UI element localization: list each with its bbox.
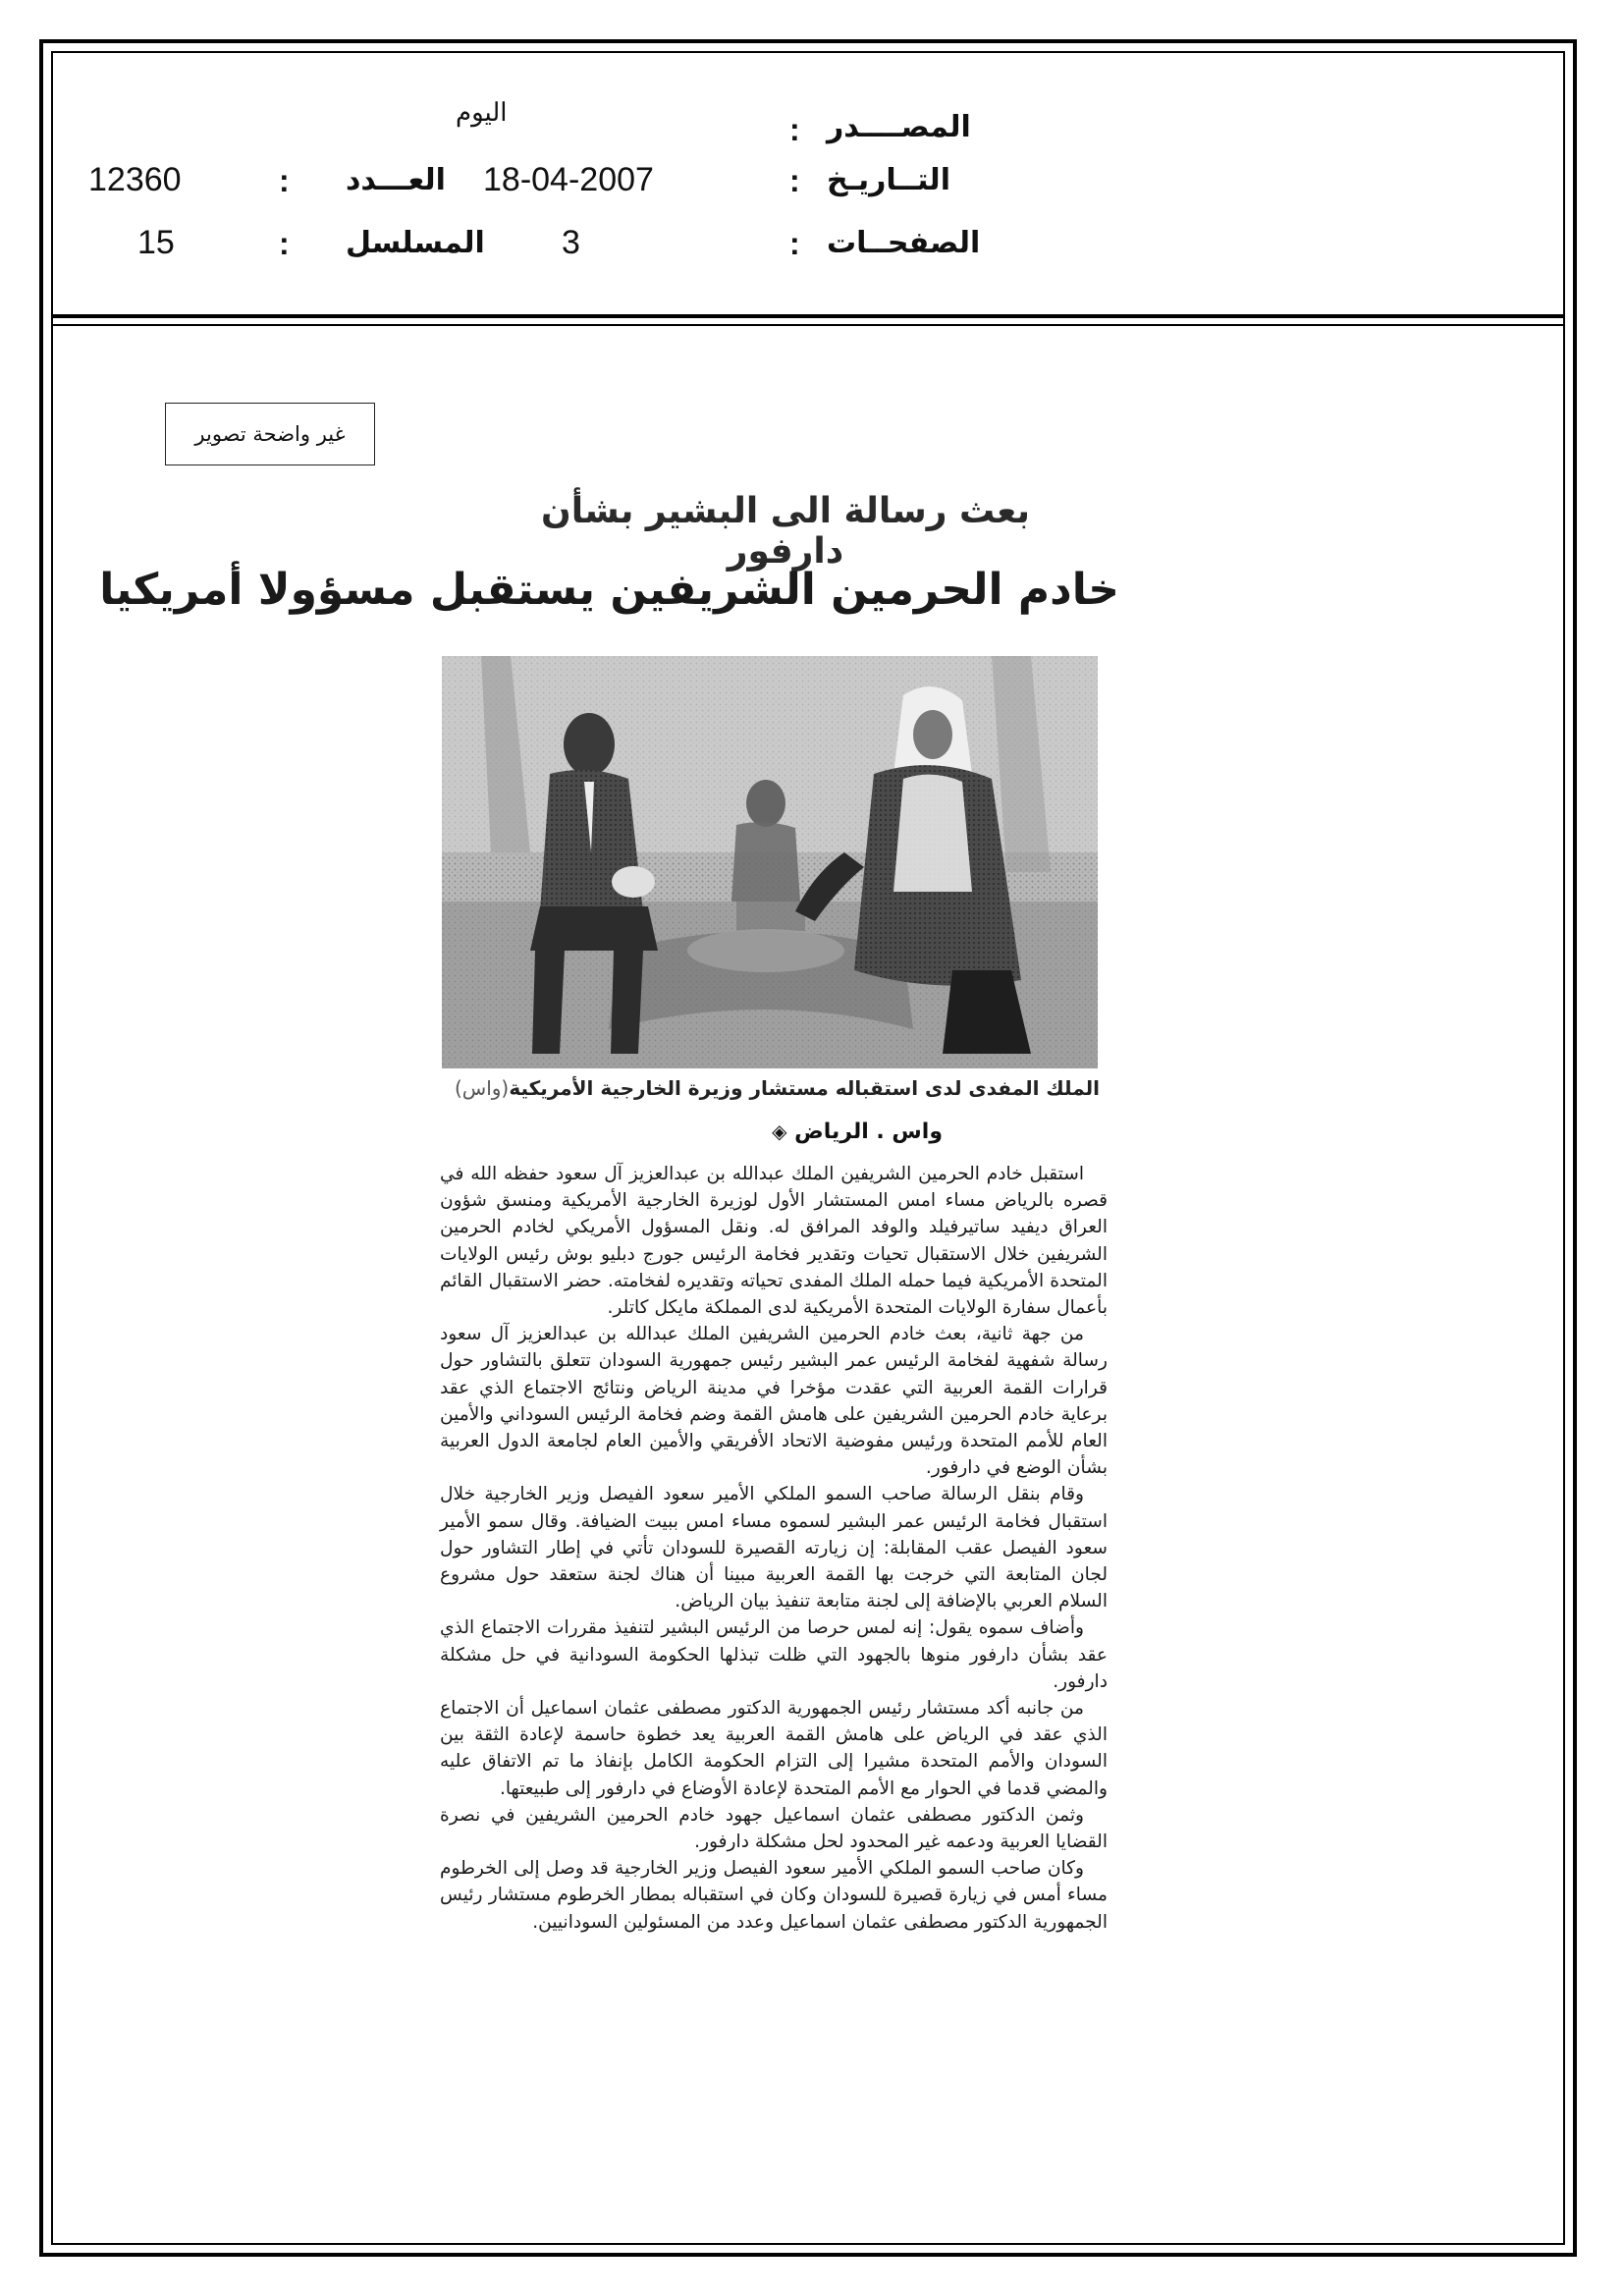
article-photo — [442, 656, 1098, 1068]
serial-value: 15 — [137, 224, 175, 261]
article-paragraph: من جهة ثانية، بعث خادم الحرمين الشريفين الملك عبدالله بن عبدالعزيز آل سعود رسالة شفهية لفخامة الرئيس عمر البشير رئيس جمهورية السودان تتعلق بالتشاور حول قرارات القمة العربية التي عقدت مؤخرا في مدينة الرياض ونتائج الاجتماع الذي عقد برعاية خادم الحرمين الشريفين على هامش القمة وضم فخامة الرئيس السوداني والأمين العام للأمم المتحدة ورئيس مفوضية الاتحاد الأفريقي والأمين العام لجامعة الدول العربية بشأن الوضع في دارفور. — [440, 1324, 1108, 1479]
source-value: اليوم — [456, 98, 508, 128]
photo-caption-text: الملك المفدى لدى استقباله مستشار وزيرة الخارجية الأمريكية — [509, 1076, 1100, 1100]
photo-credit: (واس) — [455, 1076, 510, 1100]
article-paragraph: وأضاف سموه يقول: إنه لمس حرصا من الرئيس البشير لتنفيذ مقررات الاجتماع الذي عقد بشأن دارفور منوها بالجهود التي ظلت تبذلها الحكومة السودانية في حل مشكلة دارفور. — [440, 1617, 1108, 1692]
article-kicker: بعث رسالة الى البشير بشأن دارفور — [540, 491, 1031, 572]
pages-label: الصفحــات — [827, 226, 981, 260]
document-header — [51, 51, 1565, 322]
header-divider-thick — [51, 314, 1565, 318]
source-label: المصــــدر — [827, 110, 971, 144]
article-paragraph: وثمن الدكتور مصطفى عثمان اسماعيل جهود خادم الحرمين الشريفين في نصرة القضايا العربية ودعمه غير المحدود لحل مشكلة دارفور. — [440, 1804, 1108, 1853]
pages-value: 3 — [562, 224, 580, 261]
date-value: 18-04-2007 — [483, 161, 654, 198]
dateline-bullet-icon: ◈ — [772, 1120, 787, 1143]
article-headline: خادم الحرمين الشريفين يستقبل مسؤولا أمريكيا — [99, 565, 1119, 615]
article-body — [440, 1161, 1108, 1936]
article-paragraph: من جانبه أكد مستشار رئيس الجمهورية الدكتور مصطفى عثمان اسماعيل أن الاجتماع الذي عقد في الرياض على هامش القمة العربية يعد خطوة حاسمة لإعادة الثقة بين السودان والأمم المتحدة مشيرا إلى التزام الحكومة الكامل بإنفاذ ما تم الاتفاق عليه والمضي قدما في الحوار مع الأمم المتحدة لإعادة الأوضاع في دارفور إلى طبيعتها. — [440, 1698, 1108, 1799]
dateline-text: واس . الرياض — [794, 1120, 943, 1144]
serial-colon: : — [279, 226, 290, 261]
pages-colon: : — [789, 226, 800, 261]
photo-caption — [447, 1076, 1100, 1100]
article-paragraph: استقبل خادم الحرمين الشريفين الملك عبدالله بن عبدالعزيز آل سعود حفظه الله في قصره بالرياض مساء امس المستشار الأول لوزيرة الخارجية الأمريكية ومنسق شؤون العراق ديفيد ساتيرفيلد والوفد المرافق له. ونقل المسؤول الأمريكي لخادم الحرمين الشريفين خلال الاستقبال تحيات وتقدير فخامة الرئيس جورج دبليو بوش رئيس الولايات المتحدة الأمريكية فيما حمله الملك المفدى تحياته وتقديره لفخامته. حضر الاستقبال القائم بأعمال سفارة الولايات المتحدة الأمريكية لدى المملكة مايكل كاتلر. — [440, 1164, 1108, 1319]
issue-label: العـــدد — [346, 163, 446, 197]
image-quality-stamp: غير واضحة تصوير — [165, 403, 375, 465]
source-colon: : — [789, 112, 800, 147]
issue-value: 12360 — [88, 161, 182, 198]
issue-colon: : — [279, 163, 290, 198]
article-paragraph: وقام بنقل الرسالة صاحب السمو الملكي الأمير سعود الفيصل وزير الخارجية خلال استقبال فخامة الرئيس عمر البشير لسموه مساء امس ببيت الضيافة. وقال سمو الأمير سعود الفيصل عقب المقابلة: إن زيارته القصيرة للسودان تأتي في إطار التشاور حول لجان المتابعة التي خرجت بها القمة العربية مبينا أن هناك لجنة ستعقد حول مشروع السلام العربي بالإضافة إلى لجنة متابعة تنفيذ بيان الرياض. — [440, 1484, 1108, 1613]
serial-label: المسلسل — [346, 226, 485, 260]
article-dateline — [589, 1120, 943, 1144]
article-paragraph: وكان صاحب السمو الملكي الأمير سعود الفيصل وزير الخارجية قد وصل إلى الخرطوم مساء أمس في زيارة قصيرة للسودان وكان في استقباله بمطار الخرطوم مستشار رئيس الجمهورية الدكتور مصطفى عثمان اسماعيل وعدد من المسئولين السودانيين. — [440, 1858, 1108, 1933]
date-label: التــاريـخ — [827, 163, 950, 197]
header-divider-thin — [51, 324, 1565, 326]
date-colon: : — [789, 163, 800, 198]
